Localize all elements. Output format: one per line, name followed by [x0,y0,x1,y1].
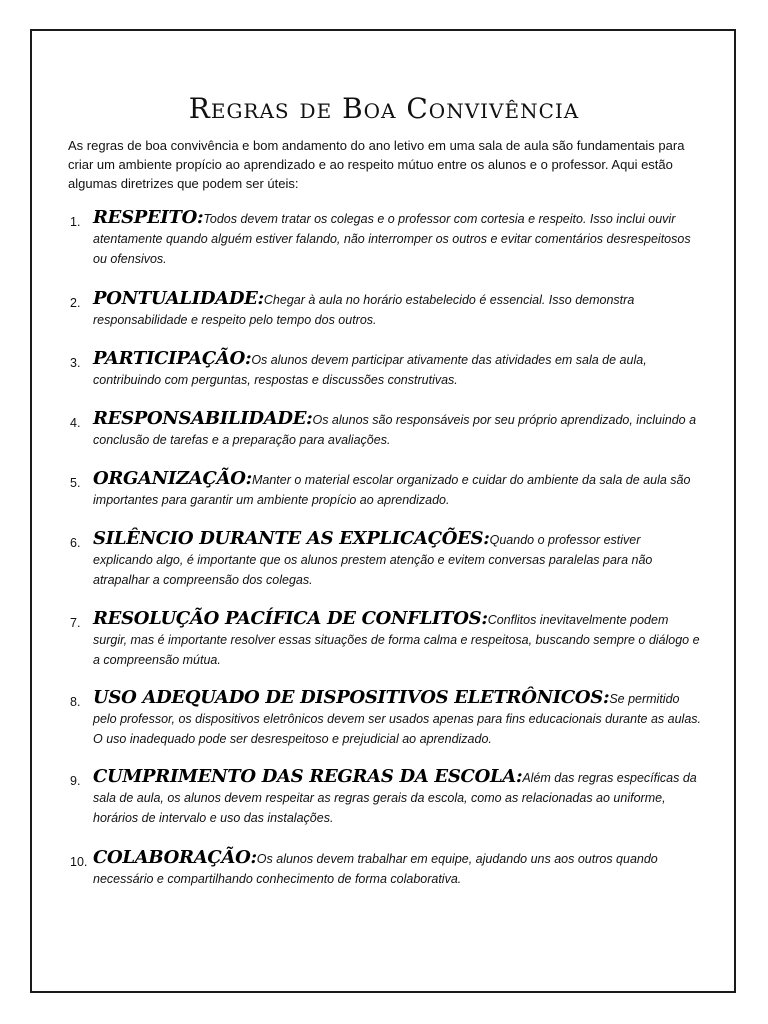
rule-text: Chegar à aula no horário estabelecido é essencial. Isso demonstra responsabilidade e respeito pelo tempo dos outros. [93,293,635,327]
rule-body [93,469,703,510]
rule-body [93,848,703,889]
rule-body [93,767,703,828]
rule-title: PONTUALIDADE: [93,288,264,309]
page-title: Regras de Boa Convivência [188,92,580,125]
rule-title: RESPEITO: [93,207,204,228]
rule-body [93,349,703,390]
rule-text: Os alunos devem trabalhar em equipe, ajudando uns aos outros quando necessário e compartilhando conhecimento de forma colaborativa. [93,852,658,886]
rule-text: Quando o professor estiver explicando algo, é importante que os alunos prestem atenção e evitem conversas paralelas para não atrapalhar a compreensão dos colegas. [93,533,653,587]
rule-number: 7. [70,616,81,630]
rule-body [93,208,703,269]
rule-number: 5. [70,476,81,490]
rule-number: 2. [70,296,81,310]
rule-title: CUMPRIMENTO DAS REGRAS DA ESCOLA: [93,766,523,787]
rule-title: SILÊNCIO DURANTE AS EXPLICAÇÕES: [93,528,490,549]
rule-text: Se permitido pelo professor, os dispositivos eletrônicos devem ser usados apenas para fins educacionais durante as aulas. O uso inadequado pode ser desrespeitoso e prejudicial ao aprendizado. [93,692,701,746]
rule-text: Além das regras específicas da sala de aula, os alunos devem respeitar as regras gerais da escola, como as relacionadas ao uniforme, horários de intervalo e uso das instalações. [93,771,697,825]
rule-number: 6. [70,536,81,550]
rule-number: 9. [70,774,81,788]
rule-text: Manter o material escolar organizado e cuidar do ambiente da sala de aula são importantes para garantir um ambiente propício ao aprendizado. [93,473,691,507]
rule-text: Conflitos inevitavelmente podem surgir, mas é importante resolver essas situações de forma calma e respeitosa, buscando sempre o diálogo e a compreensão mútua. [93,613,700,667]
rule-body [93,688,703,749]
rule-number: 8. [70,695,81,709]
rule-body [93,529,703,590]
rule-title: ORGANIZAÇÃO: [93,468,252,489]
rule-number: 1. [70,215,81,229]
rule-title: PARTICIPAÇÃO: [93,348,252,369]
rule-number: 10. [70,855,88,869]
rule-body [93,409,703,450]
rule-number: 3. [70,356,81,370]
rule-title: USO ADEQUADO DE DISPOSITIVOS ELETRÔNICOS: [93,687,610,708]
rule-body [93,609,703,670]
rule-title: COLABORAÇÃO: [93,847,257,868]
rule-title: RESPONSABILIDADE: [93,408,313,429]
rule-text: Todos devem tratar os colegas e o professor com cortesia e respeito. Isso inclui ouvir atentamente quando alguém estiver falando, não interromper os outros e evitar comentários desrespeitosos ou ofensivos. [93,212,691,266]
rule-text: Os alunos são responsáveis por seu próprio aprendizado, incluindo a conclusão de tarefas e a preparação para avaliações. [93,413,697,447]
intro-paragraph: As regras de boa convivência e bom andamento do ano letivo em uma sala de aula são fundamentais para criar um ambiente propício ao aprendizado e ao respeito mútuo entre os alunos e o professor. Aqui estão algumas diretrizes que podem ser úteis: [68,138,685,191]
rule-number: 4. [70,416,81,430]
rule-text: Os alunos devem participar ativamente das atividades em sala de aula, contribuindo com perguntas, respostas e discussões construtivas. [93,353,647,387]
rule-body [93,289,703,330]
rule-title: RESOLUÇÃO PACÍFICA DE CONFLITOS: [93,608,488,629]
